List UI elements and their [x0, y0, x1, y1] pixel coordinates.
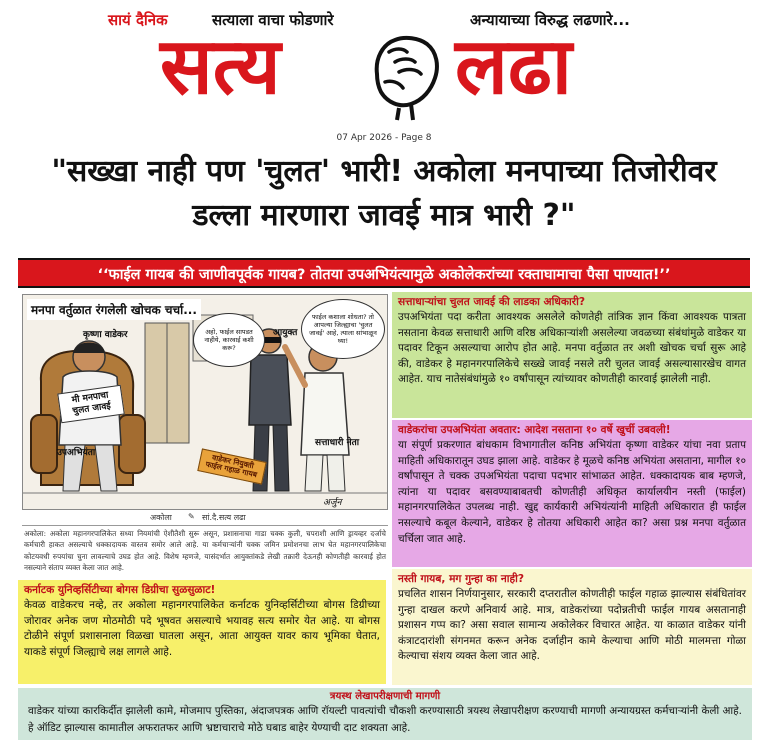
- cartoon-title: मनपा वर्तुळात रंगलेली खोचक चर्चा...: [27, 299, 201, 320]
- box-bogus-degree-heading: कर्नाटक युनिव्हर्सिटीच्या बोगस डिग्रीचा सुळसुळाट!: [24, 584, 216, 596]
- masthead: [0, 0, 768, 143]
- masthead-tag-right: अन्यायाच्या विरुद्ध लढणारे...: [470, 11, 630, 29]
- box-audit-demand: [18, 688, 752, 740]
- box-file-missing: [392, 569, 752, 685]
- cartoon-label-neta: सत्ताधारी नेता: [315, 438, 360, 448]
- box-chulat-javai-heading: सत्ताधाऱ्यांचा चुलत जावई की लाडका अधिकारी?: [398, 296, 586, 308]
- cartoon-credit: [22, 510, 388, 526]
- box-audit-demand-text: वाडेकर यांच्या कारकिर्दीत झालेली कामे, मोजमाप पुस्तिका, अंदाजपत्रक आणि रॉयल्टी पावत्यांची चौकशी करण्यासाठी त्रयस्थ लेखापरीक्षण करण्याची मागणी अन्यायग्रस्त कर्मचाऱ्यांनी केली आहे. हे ऑडिट झाल्यास कामातील अफरातफर आणि भ्रष्टाचाराचे मोठे घबाड बाहेर येण्याची दाट शक्यता आहे.: [28, 705, 742, 734]
- masthead-brand-right: लढा: [455, 21, 573, 112]
- box-file-missing-text: प्रचलित शासन निर्णयानुसार, सरकारी दप्तरातील कोणतीही फाईल गहाळ झाल्यास संबंधितांवर गुन्हा दाखल करणे अनिवार्य आहे. मात्र, वाडेकरांच्या पदोन्नतीची फाईल गायब असतानाही प्रशासन गप्प का? असा सवाल सामान्य अकोलेकर विचारत आहेत. या काळात वाडेकर यांनी कंत्राटदारांशी संगनमत करून अनेक दर्जाहीन कामे केल्याचा आणि मोठी मालमत्ता गोळा केल्याचा संशय व्यक्त केला जात आहे.: [398, 588, 746, 663]
- credit-city: अकोला: [150, 513, 172, 522]
- box-upabhiyanta-avatar-text: या संपूर्ण प्रकरणात बांधकाम विभागातील कनिष्ठ अभियंता कृष्णा वाडेकर यांचा नवा प्रताप माहिती अधिकारातून उघड झाला आहे. वाडेकर हे मूळचे कनिष्ठ अभियंता असताना, मागील १० वर्षांपासून ते चक्क उपअभियंता पदाचा पदभार सांभाळत आहेत. धक्कादायक बाब म्हणजे, त्यांना या पदावर बसवण्याबाबतची कोणतीही अधिकृत कार्यालयीन नस्ती (फाईल) महानगरपालिकेत उपलब्ध नाही. खुद्द कार्यकारी अभियंत्यांनी माहिती अधिकारात ही फाईल नसल्याचे कबूल केल्याने, वाडेकर हे तोतया अधिकारी आहेत का? असा प्रश्न मनपा वर्तुळात चर्चिला जात आहे.: [398, 439, 746, 545]
- page-dateline: 07 Apr 2026 - Page 8: [336, 133, 432, 143]
- masthead-brand-left: सत्य: [160, 21, 281, 112]
- box-upabhiyanta-avatar: [392, 420, 752, 567]
- box-bogus-degree: [18, 580, 386, 684]
- red-strapline: ‘‘फाईल गायब की जाणीवपूर्वक गायब? तोतया उपअभियंत्यामुळे अकोलेकरांच्या रक्ताघामाचा पैसा पाण्यात!’’: [18, 258, 750, 288]
- page-headline: "सख्खा नाही पण 'चुलत' भारी! अकोला मनपाच्या तिजोरीवर डल्ला मारणारा जावई मात्र भारी ?": [51, 154, 717, 233]
- credit-byline: सां.दै.सत्य लढा: [202, 513, 246, 522]
- speech-bubble-left: अहो, फाईल सापडत नाहीये, कारवाई कशी करू?: [193, 313, 265, 367]
- intro-paragraph: अकोला: अकोला महानगरपालिकेत सध्या नियमांची ऐशीतैशी सुरू असून, प्रशासनाचा गाडा चक्क कुली, चपराशी आणि ड्रायव्हर दर्जाचे कर्मचारी हाकत असल्याचे धक्कादायक वास्तव समोर आले आहे. या कर्मचाऱ्यांनी चक्क जमिन प्रमोशनचा लाभ घेत महानगरपालिकेचा कोटयवधी रुपयांचा चुना लावल्याचे उघड होत आहे. विशेष म्हणजे, यासंदर्भात आयुक्तांकडे लेखी तक्रारी देऊनही कोणतीही कारवाई होत नसल्याने संताप व्यक्त केला जात आहे.: [24, 529, 386, 573]
- cartoon-label-ayukt: आयुक्त: [273, 328, 298, 338]
- box-audit-demand-heading: त्रयस्थ लेखापरीक्षणाची मागणी: [329, 691, 441, 702]
- box-bogus-degree-text: केवळ वाडेकरच नव्हे, तर अकोला महानगरपालिकेत कर्नाटक युनिव्हर्सिटीच्या बोगस डिग्रीच्या जोरावर अनेक जण मोठमोठी पदे भूषवत असल्याचे भयावह सत्य समोर येत आहे. या बोगस टोळीने संपूर्ण प्रशासनाला विळखा घातला असून, आता आयुक्त यावर काय भूमिका घेतात, याकडे संपूर्ण जिल्ह्याचे लक्ष लागले आहे.: [24, 599, 380, 658]
- speech-bubble-right: फाईल कशाला शोधता? तो आपल्या जिल्ह्याचा 'चुलत जावई' आहे, त्याला सांभाळून घ्या!: [301, 299, 385, 359]
- box-upabhiyanta-avatar-heading: वाडेकरांचा उपअभियंता अवतार: आदेश नसताना १० वर्षे खुर्ची उबवली!: [398, 424, 671, 436]
- box-chulat-javai: [392, 292, 752, 418]
- pen-icon: ✎: [188, 512, 195, 521]
- box-chulat-javai-text: उपअभियंता पदा करीता आवश्यक असलेले कोणतेही तांत्रिक ज्ञान किंवा आवश्यक पात्रता नसताना केवळ सत्ताधारी आणि वरिष्ठ अधिकाऱ्यांशी असलेल्या जवळच्या संबंधांमुळे वाडेकर या पदावर टिकून असल्याचा आरोप होत आहे. मनपा वर्तुळात तर अशी खोचक चर्चा सुरू आहे की, वाडेकर हे महानगरपालिकेचे सख्खे जावई नसले तरी चुलत जावई असल्यासारखेच वागत आहेत. याच नातेसंबंधांमुळे १० वर्षांपासून त्यांच्यावर कोणतीही कारवाई झालेली नाही.: [398, 311, 746, 386]
- box-file-missing-heading: नस्ती गायब, मग गुन्हा का नाही?: [398, 573, 524, 585]
- masthead-tag-mid: सत्याला वाचा फोडणारे: [212, 11, 334, 29]
- masthead-tag-left: सायं दैनिक: [108, 11, 168, 29]
- cartoonist-signature: अर्जुन: [323, 498, 342, 508]
- chair-sign: मी मनपाचा चुलत जावई: [57, 385, 124, 423]
- editorial-cartoon: [22, 294, 388, 510]
- missing-file: वाडेकर नियुक्ती फाईल गहाळ गायब: [197, 448, 266, 484]
- cartoon-label-uppabhiyanta: उपअभियंता: [57, 448, 96, 458]
- cartoon-label-vadekar: कृष्णा वाडेकर: [83, 330, 128, 340]
- raised-fist-icon: [355, 22, 455, 122]
